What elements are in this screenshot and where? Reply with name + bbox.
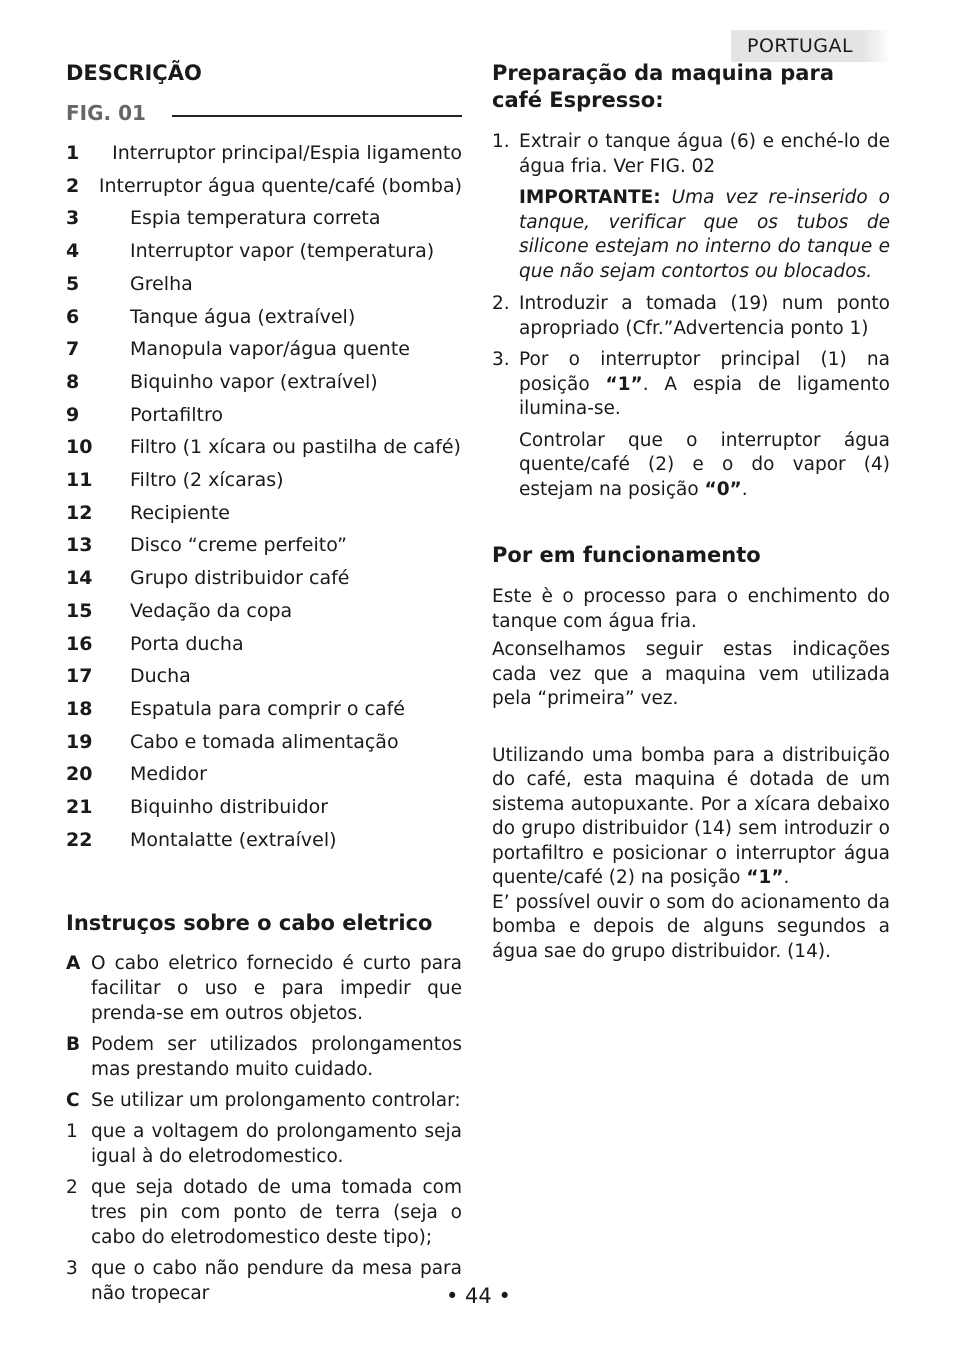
part-label: Interruptor principal/Espia ligamento bbox=[112, 142, 462, 164]
instruction-text: O cabo eletrico fornecido é curto para facilitar o uso e para impedir que prenda-se em outros objetos. bbox=[91, 953, 462, 1025]
part-label: Porta ducha bbox=[130, 632, 244, 655]
part-item bbox=[66, 170, 462, 203]
part-item bbox=[66, 824, 462, 857]
section-title-preparation: Preparação da maquina para café Espresso: bbox=[492, 61, 834, 112]
part-item bbox=[66, 726, 462, 759]
part-number: 20 bbox=[66, 763, 93, 786]
section-title-description: DESCRIÇÃO bbox=[66, 61, 202, 85]
part-label: Interruptor água quente/café (bomba) bbox=[98, 174, 462, 197]
step-1 bbox=[492, 130, 890, 179]
control-bold: “0” bbox=[704, 478, 742, 500]
part-item bbox=[66, 202, 462, 235]
step-text: Introduzir a tomada (19) num ponto apropriado (Cfr.”Advertencia ponto 1) bbox=[519, 293, 890, 339]
left-column bbox=[66, 60, 462, 1306]
instruction-key: 2 bbox=[66, 1177, 78, 1199]
instruction-item bbox=[66, 1256, 462, 1306]
step-text-bold: “1” bbox=[605, 373, 643, 395]
part-item bbox=[66, 529, 462, 562]
figure-label: FIG. 01 bbox=[66, 101, 146, 125]
part-number: 17 bbox=[66, 665, 93, 688]
part-number: 8 bbox=[66, 370, 80, 393]
part-label: Biquinho distribuidor bbox=[130, 796, 329, 819]
instruction-text: Podem ser utilizados prolongamentos mas prestando muito cuidado. bbox=[91, 1034, 462, 1081]
part-item bbox=[66, 758, 462, 791]
control-text: Controlar que o interruptor água quente/café (2) e o do vapor (4) estejam na posição bbox=[519, 429, 890, 500]
instruction-text: que o cabo não pendure da mesa para não tropecar bbox=[91, 1258, 462, 1305]
part-label: Tanque água (extraível) bbox=[130, 305, 356, 328]
preparation-steps bbox=[492, 130, 890, 502]
part-number: 1 bbox=[66, 142, 80, 164]
part-number: 4 bbox=[66, 240, 80, 263]
part-item bbox=[66, 268, 462, 301]
parts-list bbox=[66, 137, 462, 856]
part-item bbox=[66, 333, 462, 366]
step-text: Extrair o tanque água (6) e enché-lo de água fria. Ver FIG. 02 bbox=[519, 131, 890, 177]
step-number: 3. bbox=[492, 349, 510, 370]
instruction-item bbox=[66, 1088, 462, 1113]
paragraph: Este è o processo para o enchimento do tanque com água fria. bbox=[492, 586, 890, 632]
paragraph-part: Utilizando uma bomba para a distribuição do café, esta maquina é dotada de um sistema autopuxante. Por a xícara debaixo do grupo distribuidor (14) sem introduzir o portafiltro e posicionar o interruptor água quente/café (2) na posição bbox=[492, 744, 890, 888]
part-number: 13 bbox=[66, 534, 93, 557]
part-label: Filtro (1 xícara ou pastilha de café) bbox=[130, 436, 461, 459]
step-number: 1. bbox=[492, 131, 510, 152]
part-number: 12 bbox=[66, 501, 93, 524]
part-item bbox=[66, 791, 462, 824]
part-item bbox=[66, 562, 462, 595]
figure-rule bbox=[172, 115, 462, 117]
part-label: Interruptor vapor (temperatura) bbox=[130, 240, 435, 263]
part-label: Espatula para comprir o café bbox=[130, 697, 405, 720]
instruction-key: 1 bbox=[66, 1121, 78, 1143]
part-item bbox=[66, 595, 462, 628]
part-label: Espia temperatura correta bbox=[130, 207, 381, 230]
part-number: 3 bbox=[66, 207, 80, 230]
part-number: 16 bbox=[66, 632, 93, 655]
instruction-item bbox=[66, 1119, 462, 1169]
part-number: 9 bbox=[66, 403, 80, 426]
right-column bbox=[492, 60, 890, 964]
instruction-text: Se utilizar um prolongamento controlar: bbox=[91, 1090, 461, 1112]
instruction-item bbox=[66, 1032, 462, 1082]
paragraph-part: . bbox=[783, 867, 790, 888]
part-item bbox=[66, 464, 462, 497]
part-label: Vedação da copa bbox=[130, 599, 293, 622]
part-label: Cabo e tomada alimentação bbox=[130, 730, 399, 753]
step-3 bbox=[492, 348, 890, 422]
page-number: • 44 • bbox=[446, 1284, 511, 1308]
part-number: 15 bbox=[66, 599, 93, 622]
step-number: 2. bbox=[492, 293, 510, 314]
instruction-text: que seja dotado de uma tomada com tres pin com ponto de terra (seja o cabo do eletrodomestico deste tipo); bbox=[91, 1177, 462, 1249]
part-item bbox=[66, 497, 462, 530]
instruction-key: C bbox=[66, 1090, 80, 1112]
step-text-part: Por o interruptor principal (1) na posição bbox=[519, 349, 890, 395]
part-item bbox=[66, 235, 462, 268]
step-text-part: . A espia de ligamento ilumina-se. bbox=[519, 373, 890, 419]
part-number: 6 bbox=[66, 305, 80, 328]
important-label: IMPORTANTE: bbox=[519, 187, 661, 208]
instruction-text: que a voltagem do prolongamento seja igual à do eletrodomestico. bbox=[91, 1121, 462, 1168]
section-title-cable: Instruços sobre o cabo eletrico bbox=[66, 911, 433, 936]
instruction-key: A bbox=[66, 953, 81, 975]
part-label: Biquinho vapor (extraível) bbox=[130, 370, 378, 393]
part-label: Grelha bbox=[130, 272, 193, 295]
section-title-operation: Por em funcionamento bbox=[492, 543, 761, 567]
part-label: Grupo distribuidor café bbox=[130, 567, 350, 590]
cable-instructions bbox=[66, 951, 462, 1306]
part-item bbox=[66, 660, 462, 693]
part-number: 18 bbox=[66, 697, 93, 720]
instruction-key: 3 bbox=[66, 1258, 78, 1280]
important-note bbox=[519, 186, 890, 284]
control-text-end: . bbox=[741, 478, 748, 500]
part-number: 2 bbox=[66, 174, 80, 197]
part-item bbox=[66, 693, 462, 726]
paragraph: Aconselhamos seguir estas indicações cada vez que a maquina vem utilizada pela “primeira” vez. bbox=[492, 639, 890, 709]
part-number: 21 bbox=[66, 796, 93, 819]
part-label: Portafiltro bbox=[130, 403, 224, 426]
instruction-item bbox=[66, 951, 462, 1026]
instruction-key: B bbox=[66, 1034, 81, 1056]
part-label: Disco “creme perfeito” bbox=[130, 534, 347, 557]
part-item bbox=[66, 628, 462, 661]
part-label: Montalatte (extraível) bbox=[130, 828, 337, 851]
part-number: 22 bbox=[66, 828, 93, 851]
part-item bbox=[66, 399, 462, 432]
control-note bbox=[519, 429, 890, 503]
part-label: Manopula vapor/água quente bbox=[130, 338, 410, 361]
part-number: 5 bbox=[66, 272, 80, 295]
step-2 bbox=[492, 292, 890, 341]
part-item bbox=[66, 137, 462, 170]
part-item bbox=[66, 366, 462, 399]
paragraph: E’ possível ouvir o som do acionamento da bomba e depois de alguns segundos a água sae do grupo distribuidor. (14). bbox=[492, 891, 890, 962]
important-text: Uma vez re-inserido o tanque, verificar que os tubos de silicone estejam no interno do tanque e que não sejam contortos ou blocados. bbox=[519, 187, 890, 282]
country-label: PORTUGAL bbox=[731, 30, 891, 62]
part-label: Filtro (2 xícaras) bbox=[130, 469, 284, 492]
part-number: 7 bbox=[66, 338, 80, 361]
paragraph bbox=[492, 744, 890, 891]
part-label: Ducha bbox=[130, 665, 191, 688]
part-number: 14 bbox=[66, 567, 93, 590]
part-label: Recipiente bbox=[130, 501, 230, 524]
part-number: 10 bbox=[66, 436, 93, 459]
part-label: Medidor bbox=[130, 763, 207, 786]
part-item bbox=[66, 301, 462, 334]
instruction-item bbox=[66, 1175, 462, 1250]
part-number: 11 bbox=[66, 469, 93, 492]
part-number: 19 bbox=[66, 730, 93, 753]
figure-heading bbox=[66, 101, 462, 125]
step-text bbox=[519, 348, 890, 422]
paragraph-bold: “1” bbox=[746, 867, 784, 888]
part-item bbox=[66, 431, 462, 464]
